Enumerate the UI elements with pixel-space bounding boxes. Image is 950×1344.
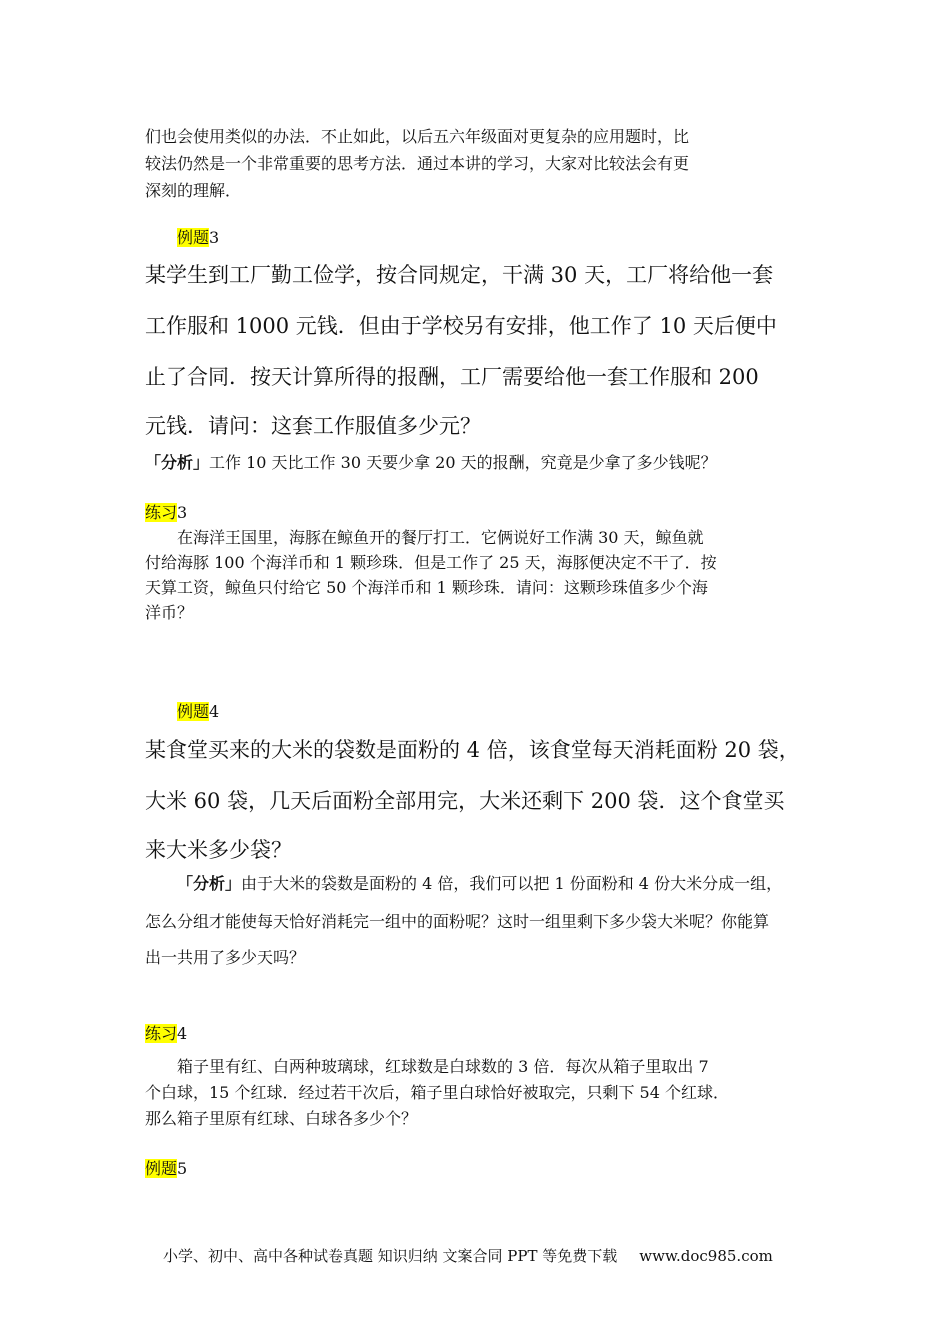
example-tag: 例题	[177, 228, 210, 247]
intro-line-3: 深刻的理解．	[145, 181, 242, 200]
example-3-analysis	[145, 451, 717, 475]
example-3-line-1: 某学生到工厂勤工俭学，按合同规定，干满 30 天，工厂将给他一套	[145, 263, 774, 287]
practice-4-line-2: 个白球，15 个红球．经过若干次后，箱子里白球恰好被取完，只剩下 54 个红球．	[145, 1083, 729, 1102]
example-3-line-4: 元钱．请问：这套工作服值多少元？	[145, 414, 481, 438]
example-3-heading	[177, 225, 219, 248]
example-4-line-1: 某食堂买来的大米的袋数是面粉的 4 倍，该食堂每天消耗面粉 20 袋，	[145, 738, 800, 762]
footer-url[interactable]: www.doc985.com	[639, 1247, 773, 1265]
practice-number: 3	[177, 503, 188, 522]
example-4-line-3: 来大米多少袋？	[145, 838, 292, 862]
practice-3-line-3: 天算工资，鲸鱼只付给它 50 个海洋币和 1 颗珍珠．请问：这颗珍珠值多少个海	[145, 578, 708, 597]
example-tag: 例题	[145, 1159, 178, 1178]
practice-tag: 练习	[145, 1024, 178, 1043]
analysis-text: 工作 10 天比工作 30 天要少拿 20 天的报酬，究竟是少拿了多少钱呢？	[209, 453, 717, 472]
page-footer	[163, 1245, 773, 1266]
analysis-label: 「分析」	[145, 453, 210, 472]
example-4-analysis-line-2: 怎么分组才能使每天恰好消耗完一组中的面粉呢？这时一组里剩下多少袋大米呢？你能算	[145, 912, 770, 931]
example-4-analysis-line-1	[177, 872, 782, 896]
practice-3-line-2: 付给海豚 100 个海洋币和 1 颗珍珠．但是工作了 25 天，海豚便决定不干了．按	[145, 553, 717, 572]
practice-tag: 练习	[145, 503, 178, 522]
practice-4-heading	[145, 1021, 187, 1044]
example-number: 5	[177, 1159, 188, 1178]
example-3-line-3: 止了合同．按天计算所得的报酬，工厂需要给他一套工作服和 200	[145, 365, 759, 389]
practice-3-heading	[145, 500, 187, 523]
footer-text: 小学、初中、高中各种试卷真题 知识归纳 文案合同 PPT 等免费下载	[163, 1247, 618, 1265]
analysis-text: 由于大米的袋数是面粉的 4 倍，我们可以把 1 份面粉和 4 份大米分成一组，	[241, 874, 783, 893]
practice-3-line-4: 洋币？	[145, 603, 194, 622]
practice-4-line-1: 箱子里有红、白两种玻璃球，红球数是白球数的 3 倍．每次从箱子里取出 7	[177, 1057, 709, 1076]
example-number: 4	[209, 702, 220, 721]
example-tag: 例题	[177, 702, 210, 721]
intro-line-1: 们也会使用类似的办法．不止如此，以后五六年级面对更复杂的应用题时，比	[145, 127, 690, 146]
practice-number: 4	[177, 1024, 188, 1043]
example-5-heading	[145, 1156, 187, 1179]
example-number: 3	[209, 228, 220, 247]
example-3-line-2: 工作服和 1000 元钱．但由于学校另有安排，他工作了 10 天后便中	[145, 314, 777, 338]
practice-4-line-3: 那么箱子里原有红球、白球各多少个？	[145, 1109, 418, 1128]
analysis-label: 「分析」	[177, 874, 242, 893]
practice-3-line-1: 在海洋王国里，海豚在鲸鱼开的餐厅打工．它俩说好工作满 30 天，鲸鱼就	[177, 528, 704, 547]
example-4-analysis-line-3: 出一共用了多少天吗？	[145, 948, 306, 967]
example-4-line-2: 大米 60 袋，几天后面粉全部用完，大米还剩下 200 袋．这个食堂买	[145, 789, 785, 813]
example-4-heading	[177, 699, 219, 722]
intro-line-2: 较法仍然是一个非常重要的思考方法．通过本讲的学习，大家对比较法会有更	[145, 154, 690, 173]
